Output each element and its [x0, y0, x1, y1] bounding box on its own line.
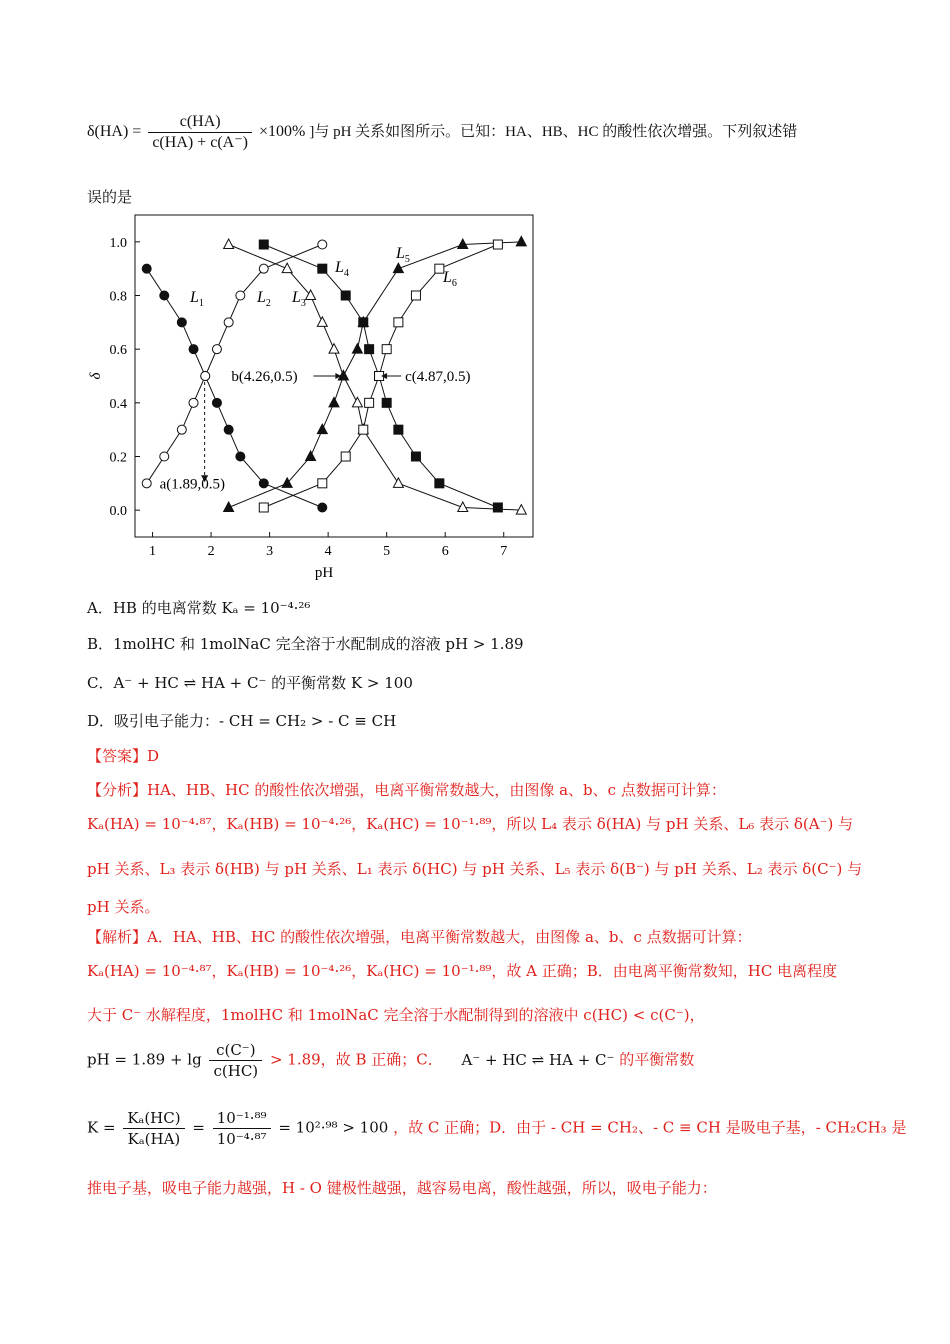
question-intro-text: ]与 pH 关系如图所示。已知：HA、HB、HC 的酸性依次增强。下列叙述错 [309, 124, 798, 141]
data-point-l3 [352, 397, 362, 407]
data-point-l1 [212, 398, 221, 407]
y-tick-label: 0.8 [109, 289, 127, 305]
data-point-l2 [177, 425, 186, 434]
x-tick-label: 5 [383, 544, 391, 559]
k-equals: = [192, 1118, 205, 1137]
equilibrium-tail: 的平衡常数 [619, 1050, 695, 1069]
data-point-l1 [236, 452, 245, 461]
question-formula-line [87, 112, 797, 153]
data-point-l4 [318, 264, 327, 273]
data-point-l3 [516, 505, 526, 514]
data-point-l6 [382, 345, 391, 354]
data-point-l2 [201, 372, 210, 381]
data-point-l6 [493, 240, 502, 249]
data-point-l4 [259, 240, 268, 249]
formula-denominator: c(HA) + c(A⁻) [152, 134, 248, 151]
data-point-l2 [224, 318, 233, 327]
data-point-l2 [318, 240, 327, 249]
data-point-l5 [224, 502, 234, 512]
data-point-l5 [516, 236, 526, 246]
data-point-l6 [259, 503, 268, 512]
data-point-l6 [318, 479, 327, 488]
ph-expression-prefix: pH = 1.89 + lg [87, 1050, 202, 1069]
data-point-l3 [393, 478, 403, 488]
data-point-l6 [394, 318, 403, 327]
series-label-l1: $L_1$ [190, 289, 204, 309]
data-point-l6 [411, 291, 420, 300]
series-label-l4: $L_4$ [335, 259, 349, 279]
ph-log-numerator: c(C⁻) [209, 1040, 262, 1061]
data-point-l1 [177, 318, 186, 327]
x-tick-label: 1 [149, 544, 157, 559]
data-point-l1 [142, 264, 151, 273]
k-result: = 10²·⁹⁸ > 100 [278, 1118, 389, 1137]
data-point-l1 [160, 291, 169, 300]
data-point-l4 [394, 425, 403, 434]
data-point-l5 [393, 263, 403, 273]
data-point-l2 [236, 291, 245, 300]
data-point-l5 [306, 451, 316, 461]
option-b: B．1molHC 和 1molNaC 完全溶于水配制成的溶液 pH > 1.89 [87, 635, 524, 653]
explanation-line4 [87, 1040, 694, 1081]
ph-log-denominator: c(HC) [213, 1062, 259, 1080]
x-tick-label: 7 [500, 544, 508, 559]
data-point-l2 [160, 452, 169, 461]
k-ratio-fraction [123, 1108, 184, 1149]
x-tick-label: 4 [324, 544, 332, 559]
ph-log-fraction [209, 1040, 262, 1081]
explanation-line1: 【解析】A．HA、HB、HC 的酸性依次增强，电离平衡常数越大，由图像 a、b、c 点数据可计算： [87, 928, 752, 946]
data-point-l4 [341, 291, 350, 300]
equilibrium-equation: A⁻ + HC ⇌ HA + C⁻ [461, 1050, 615, 1069]
data-point-l2 [142, 479, 151, 488]
k-value-numerator: 10⁻¹·⁸⁹ [213, 1108, 271, 1129]
data-point-l1 [224, 425, 233, 434]
option-d: D．吸引电子能力：- CH = CH₂ > - C ≡ CH [87, 712, 397, 730]
series-label-l6: $L_6$ [443, 269, 457, 289]
analysis-line3: pH 关系、L₃ 表示 δ(HB) 与 pH 关系、L₁ 表示 δ(HC) 与 pH 关系、L₅ 表示 δ(B⁻) 与 pH 关系、L₂ 表示 δ(C⁻) 与 [87, 860, 863, 878]
series-label-l2: $L_2$ [257, 289, 271, 309]
explanation-line6: 推电子基，吸电子能力越强，H - O 键极性越强，越容易电离，酸性越强，所以，吸电子能力： [87, 1179, 717, 1197]
analysis-line1: 【分析】HA、HB、HC 的酸性依次增强，电离平衡常数越大，由图像 a、b、c 点数据可计算： [87, 781, 726, 799]
annotation-b-label: b(4.26,0.5) [231, 369, 298, 385]
data-point-l1 [318, 503, 327, 512]
y-tick-label: 0.4 [109, 396, 127, 412]
k-label: K = [87, 1118, 116, 1137]
data-point-l1 [189, 345, 198, 354]
explanation-line5 [87, 1108, 906, 1149]
x-tick-label: 6 [441, 544, 449, 559]
formula-fraction [148, 112, 252, 153]
data-point-l6 [365, 398, 374, 407]
explanation-line3: 大于 C⁻ 水解程度，1molHC 和 1molNaC 完全溶于水配制得到的溶液中 c(HC) < c(C⁻)， [87, 1006, 705, 1024]
x-tick-label: 2 [207, 544, 215, 559]
analysis-line2: Kₐ(HA) = 10⁻⁴·⁸⁷，Kₐ(HB) = 10⁻⁴·²⁶，Kₐ(HC) = 10⁻¹·⁸⁹，所以 L₄ 表示 δ(HA) 与 pH 关系、L₆ 表示 δ(A⁻) 与 [87, 815, 854, 833]
formula-tail: ×100% [258, 123, 306, 141]
data-point-l6 [359, 425, 368, 434]
data-point-l5 [458, 239, 468, 249]
data-point-l5 [317, 424, 327, 434]
option-c: C．A⁻ + HC ⇌ HA + C⁻ 的平衡常数 K > 100 [87, 674, 413, 692]
data-point-l4 [365, 345, 374, 354]
k-value-fraction [213, 1108, 271, 1149]
data-point-l4 [435, 479, 444, 488]
y-tick-label: 0.0 [109, 504, 127, 520]
series-label-l5: $L_5$ [396, 245, 410, 265]
y-tick-label: 0.6 [109, 343, 127, 359]
k-value-denominator: 10⁻⁴·⁸⁷ [216, 1130, 267, 1148]
data-point-l3 [282, 263, 292, 273]
series-line-l2 [147, 245, 323, 484]
k-ratio-denominator: Kₐ(HA) [127, 1130, 181, 1148]
answer-label: 【答案】D [87, 747, 160, 765]
data-point-l3 [329, 344, 339, 354]
data-point-l3 [317, 317, 327, 327]
explanation-line5-tail: ，故 C 正确；D．由于 - CH = CH₂、- C ≡ CH 是吸电子基，- CH₂CH₃ 是 [393, 1118, 907, 1137]
data-point-l6 [341, 452, 350, 461]
data-point-l3 [458, 502, 468, 512]
data-point-l4 [411, 452, 420, 461]
data-point-l4 [382, 398, 391, 407]
data-point-l1 [259, 479, 268, 488]
option-a: A．HB 的电离常数 Kₐ = 10⁻⁴·²⁶ [87, 599, 311, 617]
data-point-l3 [224, 239, 234, 249]
x-tick-label: 3 [266, 544, 274, 559]
pH-distribution-chart [90, 210, 550, 585]
y-tick-label: 0.2 [109, 450, 127, 466]
ph-expression-suffix: > 1.89，故 B 正确；C． [269, 1050, 443, 1069]
series-label-l3: $L_3$ [292, 289, 306, 309]
data-point-l2 [189, 398, 198, 407]
explanation-line2: Kₐ(HA) = 10⁻⁴·⁸⁷，Kₐ(HB) = 10⁻⁴·²⁶，Kₐ(HC) = 10⁻¹·⁸⁹，故 A 正确；B．由电离平衡常数知，HC 电离程度 [87, 962, 838, 980]
y-tick-label: 1.0 [109, 235, 127, 251]
annotation-a-label: a(1.89,0.5) [159, 476, 226, 493]
y-axis-label: δ [88, 372, 104, 380]
data-point-l4 [493, 503, 502, 512]
data-point-l2 [259, 264, 268, 273]
question-intro-line2: 误的是 [87, 188, 133, 206]
data-point-l5 [352, 344, 362, 354]
formula-numerator: c(HA) [148, 112, 252, 133]
formula-lhs: δ(HA) = [87, 123, 142, 141]
k-ratio-numerator: Kₐ(HC) [123, 1108, 184, 1129]
analysis-line4: pH 关系。 [87, 898, 160, 916]
data-point-l5 [329, 397, 339, 407]
annotation-c-label: c(4.87,0.5) [405, 369, 471, 385]
x-axis-label: pH [314, 565, 334, 581]
data-point-l2 [212, 345, 221, 354]
